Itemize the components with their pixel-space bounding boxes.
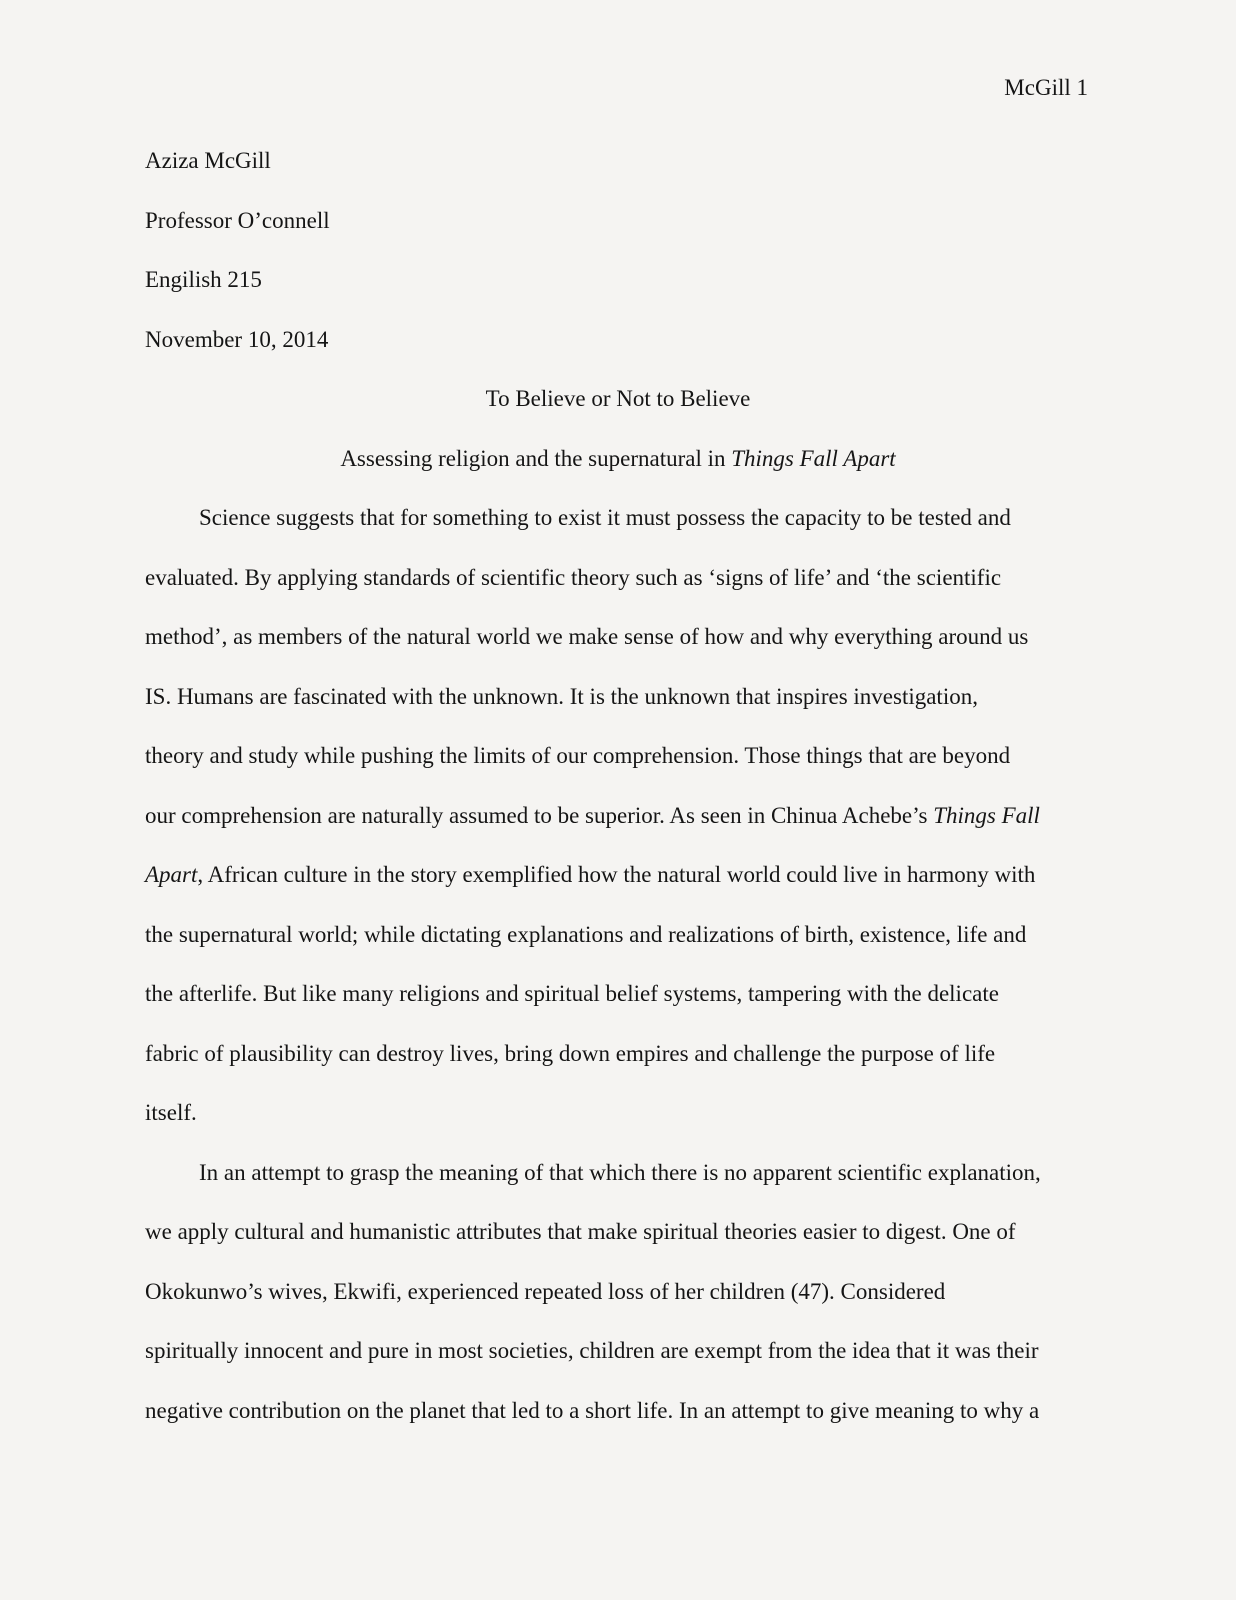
book-title: Things Fall [933, 803, 1040, 828]
line-text: our comprehension are naturally assumed to be superior. As seen in Chinua Achebe’s [145, 803, 934, 828]
essay-subtitle [0, 444, 1236, 474]
course-name: Engilish 215 [145, 267, 262, 292]
subtitle-text: Assessing religion and the supernatural in [340, 446, 732, 471]
paragraph-line: we apply cultural and humanistic attributes that make spiritual theories easier to digest. One of [145, 1219, 1016, 1244]
essay-title: To Believe or Not to Believe [485, 386, 751, 411]
paragraph-line: the afterlife. But like many religions and spiritual belief systems, tampering with the delicate [145, 981, 999, 1006]
line-text: , African culture in the story exemplified how the natural world could live in harmony with [197, 862, 1036, 887]
paragraph-line: the supernatural world; while dictating explanations and realizations of birth, existence, life and [145, 922, 1027, 947]
paragraph-line [145, 801, 1040, 831]
paragraph-line: theory and study while pushing the limits of our comprehension. Those things that are beyond [145, 743, 1011, 768]
book-title: Apart [145, 862, 198, 887]
paragraph-line: negative contribution on the planet that led to a short life. In an attempt to give meaning to why a [145, 1398, 1040, 1423]
running-head: McGill 1 [1004, 75, 1088, 100]
professor-name: Professor O’connell [145, 208, 330, 233]
paragraph-line: Science suggests that for something to exist it must possess the capacity to be tested and [199, 505, 1011, 530]
paragraph-line: fabric of plausibility can destroy lives, bring down empires and challenge the purpose of life [145, 1041, 996, 1066]
subtitle-book-title: Things Fall Apart [731, 446, 896, 471]
paragraph-line: Okokunwo’s wives, Ekwifi, experienced repeated loss of her children (47). Considered [145, 1279, 946, 1304]
paragraph-line: In an attempt to grasp the meaning of that which there is no apparent scientific explanation, [199, 1160, 1041, 1185]
paragraph-line [145, 860, 1035, 890]
paragraph-line: IS. Humans are fascinated with the unknown. It is the unknown that inspires investigation, [145, 684, 978, 709]
paragraph-line: itself. [145, 1100, 197, 1125]
paragraph-line: method’, as members of the natural world we make sense of how and why everything around us [145, 624, 1029, 649]
paragraph-line: evaluated. By applying standards of scientific theory such as ‘signs of life’ and ‘the scientific [145, 565, 1002, 590]
author-name: Aziza McGill [145, 148, 271, 173]
date: November 10, 2014 [145, 327, 329, 352]
paragraph-line: spiritually innocent and pure in most societies, children are exempt from the idea that it was their [145, 1338, 1039, 1363]
